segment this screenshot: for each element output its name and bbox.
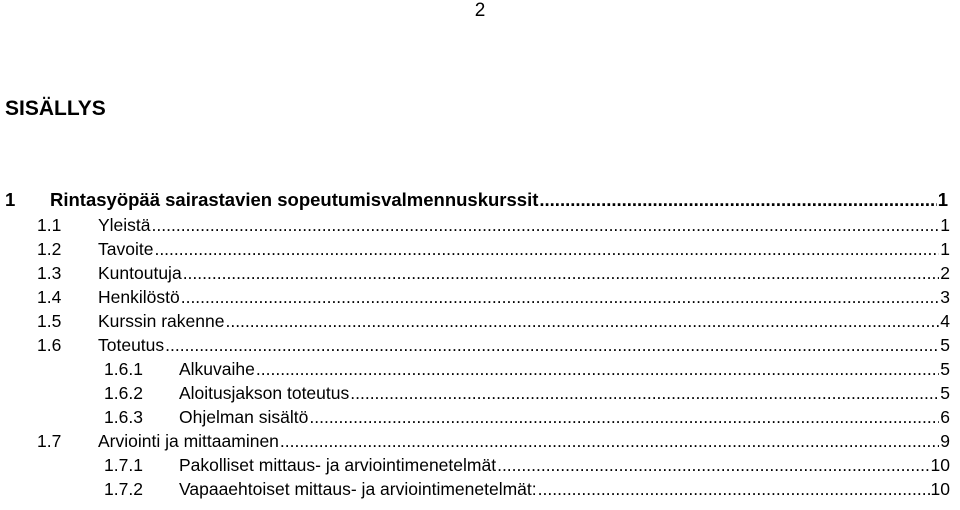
toc-entry-1-3[interactable] <box>0 261 960 285</box>
dot-leader <box>152 213 940 237</box>
dot-leader <box>181 285 940 309</box>
toc-entry-number: 1.7.1 <box>104 455 143 475</box>
toc-entry-page: 1 <box>940 239 950 259</box>
dot-leader <box>280 429 939 453</box>
dot-leader <box>154 237 939 261</box>
toc-entry-1-5[interactable] <box>0 309 960 333</box>
toc-entry-number: 1.4 <box>37 287 62 307</box>
dot-leader <box>225 309 939 333</box>
toc-entry-1-4[interactable] <box>0 285 960 309</box>
toc-entry-page: 3 <box>940 287 950 307</box>
toc-entry-number: 1.7 <box>37 431 62 451</box>
toc-entry-page: 2 <box>940 263 950 283</box>
toc-entry-1[interactable] <box>0 188 960 213</box>
toc-entry-1-7-2[interactable] <box>0 477 960 501</box>
toc-entry-number: 1.6 <box>37 335 62 355</box>
dot-leader <box>350 381 939 405</box>
toc-entry-title: Pakolliset mittaus- ja arviointimenetelmät <box>179 455 497 475</box>
toc-entry-number: 1.6.1 <box>104 359 143 379</box>
toc-entry-1-6-2[interactable] <box>0 381 960 405</box>
toc-entry-1-6-1[interactable] <box>0 357 960 381</box>
toc-entry-number: 1 <box>5 189 16 210</box>
toc-entry-page: 10 <box>930 479 950 499</box>
toc-entry-title: Ohjelman sisältö <box>179 407 309 427</box>
toc-entry-title: Vapaaehtoiset mittaus- ja arviointimenetelmät: <box>179 479 537 499</box>
toc-entry-page: 1 <box>940 215 950 235</box>
toc-entry-title: Kuntoutuja <box>98 263 182 283</box>
toc-entry-number: 1.5 <box>37 311 62 331</box>
toc-entry-title: Yleistä <box>98 215 151 235</box>
toc-entry-page: 10 <box>930 455 950 475</box>
toc-entry-page: 1 <box>937 189 948 210</box>
toc-entry-number: 1.1 <box>37 215 62 235</box>
toc-entry-1-2[interactable] <box>0 237 960 261</box>
toc-entry-title: Arviointi ja mittaaminen <box>98 431 279 451</box>
toc-entry-number: 1.6.3 <box>104 407 143 427</box>
toc-entry-title: Aloitusjakson toteutus <box>179 383 350 403</box>
toc-entry-page: 6 <box>940 407 950 427</box>
dot-leader <box>538 477 930 501</box>
toc-entry-number: 1.7.2 <box>104 479 143 499</box>
dot-leader <box>183 261 940 285</box>
toc-entry-title: Rintasyöpää sairastavien sopeutumisvalmennuskurssit <box>50 189 539 210</box>
toc-entry-1-6[interactable] <box>0 333 960 357</box>
toc-entry-1-7[interactable] <box>0 429 960 453</box>
toc-entry-1-7-1[interactable] <box>0 453 960 477</box>
toc-entry-page: 5 <box>940 359 950 379</box>
toc-entry-title: Toteutus <box>98 335 165 355</box>
dot-leader <box>539 188 936 212</box>
toc-entry-page: 5 <box>940 383 950 403</box>
toc-entry-1-1[interactable] <box>0 213 960 237</box>
toc-entry-title: Tavoite <box>98 239 154 259</box>
toc-entry-title: Kurssin rakenne <box>98 311 225 331</box>
toc-entry-page: 9 <box>940 431 950 451</box>
table-of-contents <box>0 188 960 501</box>
toc-entry-1-6-3[interactable] <box>0 405 960 429</box>
dot-leader <box>256 357 939 381</box>
toc-entry-title: Henkilöstö <box>98 287 180 307</box>
dot-leader <box>165 333 939 357</box>
toc-entry-page: 4 <box>940 311 950 331</box>
toc-heading: SISÄLLYS <box>5 97 106 120</box>
toc-entry-number: 1.2 <box>37 239 62 259</box>
page-number: 2 <box>474 0 486 21</box>
toc-entry-title: Alkuvaihe <box>179 359 255 379</box>
toc-entry-number: 1.6.2 <box>104 383 143 403</box>
dot-leader <box>497 453 929 477</box>
dot-leader <box>309 405 939 429</box>
toc-entry-number: 1.3 <box>37 263 62 283</box>
toc-entry-page: 5 <box>940 335 950 355</box>
